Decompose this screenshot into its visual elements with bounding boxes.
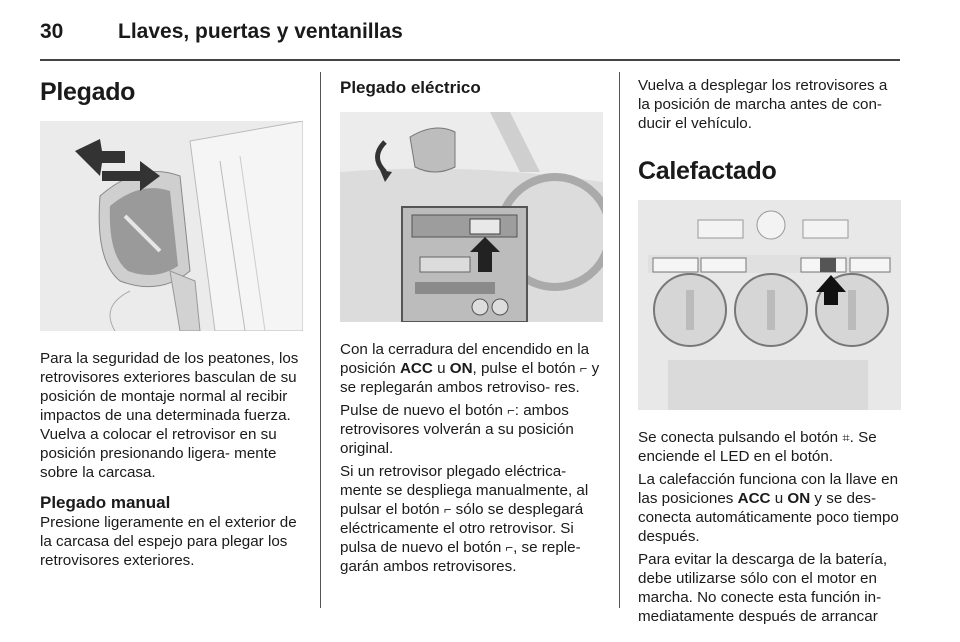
column-2: [340, 72, 604, 576]
page-number: 30: [40, 20, 64, 43]
subheading-plegado-manual: Plegado manual: [40, 493, 171, 512]
header-rule: [40, 59, 900, 61]
position-on: ON: [449, 360, 473, 377]
paragraph-intro: Para la seguridad de los peatones, los retrovisores exteriores basculan de su posición de montaje normal al recibir impactos de una determinada fuerza. Vuelva a colocar el retrovisor en su posición presionando ligera- mente sobre la carcasa.: [40, 350, 299, 481]
mirror-fold-icon: ⌐: [579, 361, 588, 376]
paragraph-manual: Presione ligeramente en el exterior de la carcasa del espejo para plegar los retrovisores exteriores.: [40, 514, 297, 569]
mirror-fold-icon: ⌐: [507, 403, 515, 418]
folding-mirror-figure: [40, 121, 303, 331]
column-1: [40, 72, 304, 570]
electric-fold-figure: [340, 112, 603, 322]
paragraph-heated-1: Se conecta pulsando el botón ⌗. Se enciende el LED en el botón.: [638, 429, 877, 465]
heated-mirror-figure: [638, 200, 901, 410]
column-3: [638, 72, 902, 626]
position-acc: ACC: [399, 360, 433, 377]
chapter-title: Llaves, puertas y ventanillas: [118, 20, 403, 43]
folding-mirror-illustration-icon: [40, 121, 303, 331]
mirror-heating-icon: ⌗: [842, 430, 850, 445]
page-header: [40, 14, 900, 56]
position-acc: ACC: [737, 490, 771, 507]
section-heading-plegado: Plegado: [40, 78, 136, 106]
heated-mirror-button-illustration-icon: [638, 200, 901, 410]
section-heading-plegado-electrico: Plegado eléctrico: [340, 78, 481, 97]
paragraph-heated-3: Para evitar la descarga de la batería, debe utilizarse sólo con el motor en marcha. No conecte esta función in- mediatamente después de arrancar: [638, 551, 888, 625]
paragraph-heated-2: La calefacción funciona con la llave en las posiciones ACC u ON y se des- conecta automáticamente poco tiempo después.: [638, 471, 899, 545]
column-divider-1: [320, 72, 321, 608]
mirror-fold-icon: ⌐: [505, 540, 514, 555]
mirror-fold-icon: ⌐: [443, 502, 452, 517]
column-divider-2: [619, 72, 620, 608]
paragraph-electric-1: Con la cerradura del encendido en la posición ACC u ON, pulse el botón ⌐ y se replegarán ambos retroviso- res.: [340, 341, 600, 396]
position-on: ON: [787, 490, 811, 507]
paragraph-electric-2: Pulse de nuevo el botón ⌐: ambos retrovisores volverán a su posición original.: [340, 402, 574, 457]
electric-fold-button-illustration-icon: [340, 112, 603, 322]
paragraph-unfold-before-driving: Vuelva a desplegar los retrovisores a la posición de marcha antes de con- ducir el vehículo.: [638, 77, 888, 132]
paragraph-electric-3: Si un retrovisor plegado eléctrica- mente se despliega manualmente, al pulsar el botón ⌐ sólo se desplegará eléctricamente el otro retrovisor. Si pulsa de nuevo el botón ⌐, se reple- garán ambos retrovisores.: [340, 463, 589, 575]
section-heading-calefactado: Calefactado: [638, 157, 777, 185]
